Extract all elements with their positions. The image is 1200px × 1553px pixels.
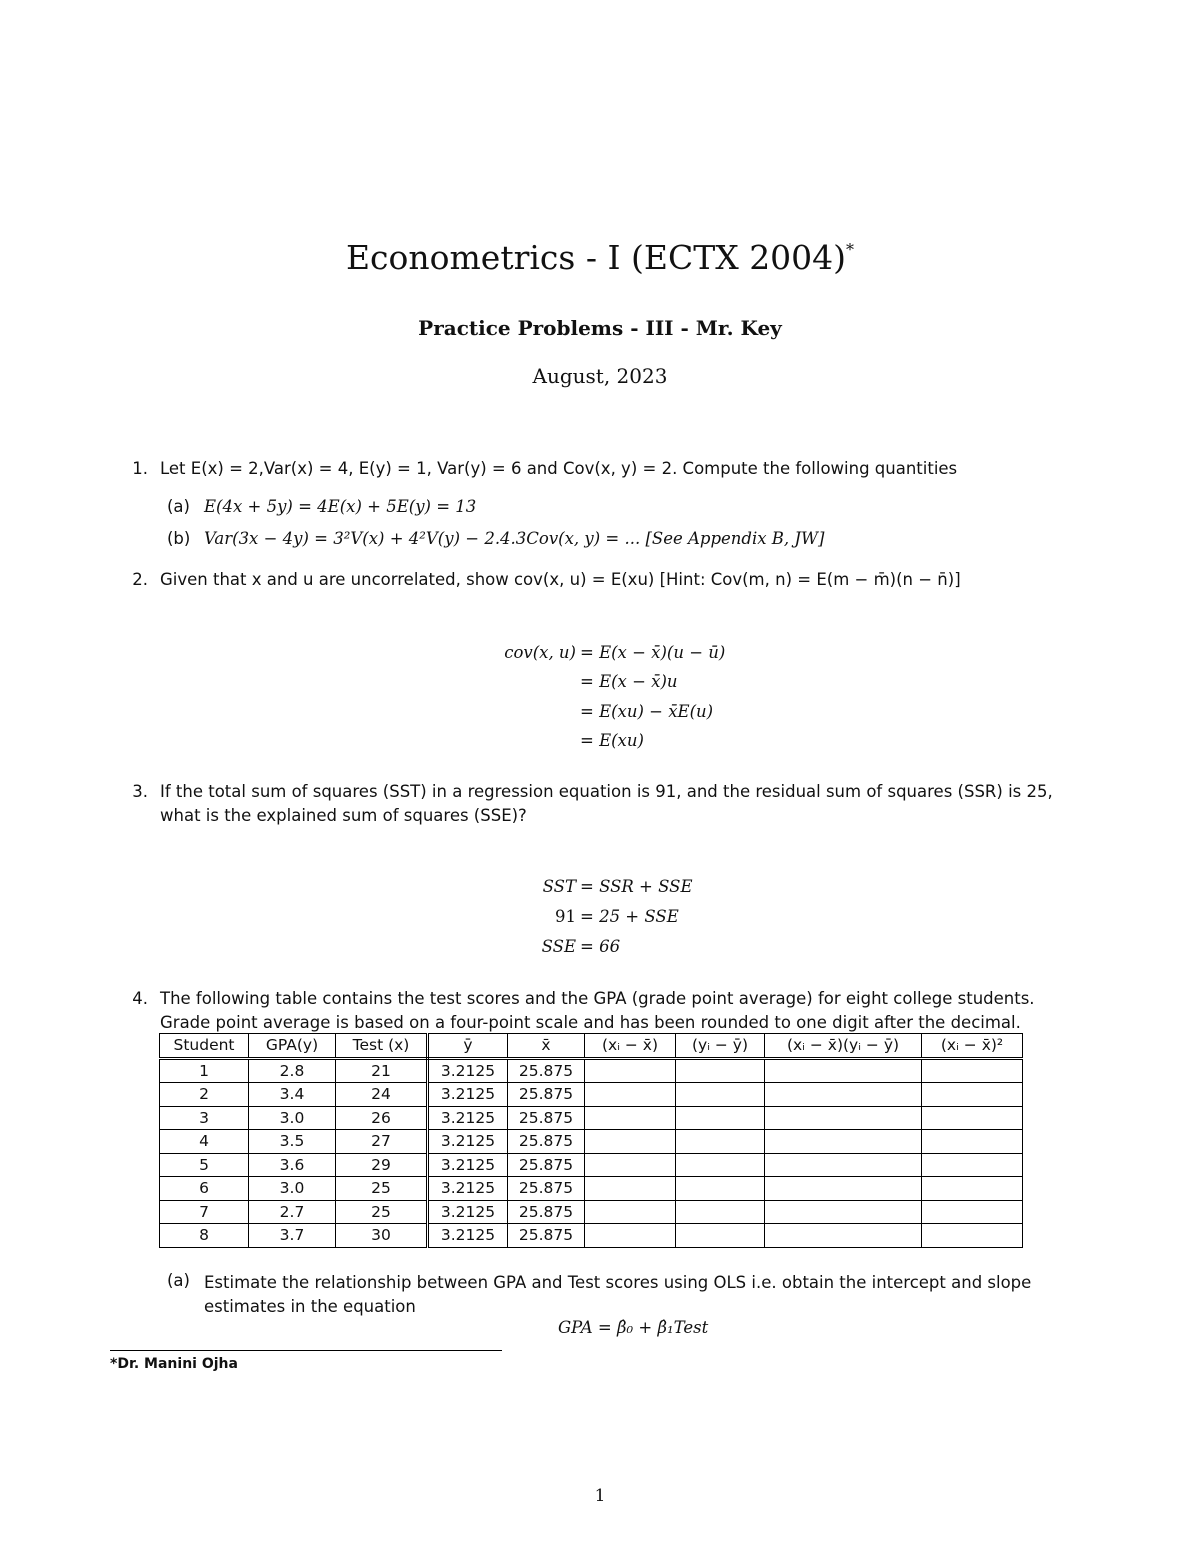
table-cell: 6 xyxy=(160,1177,249,1201)
table-cell: 4 xyxy=(160,1130,249,1154)
q2-eq-rhs-1: = E(x − x̄)(u − ū) xyxy=(580,643,726,662)
table-cell xyxy=(585,1200,676,1224)
table-row xyxy=(160,1058,1023,1083)
table-cell: 30 xyxy=(336,1224,428,1248)
table-cell: 25 xyxy=(336,1177,428,1201)
q4a-line2: estimates in the equation xyxy=(204,1297,416,1316)
col-header-y-dev: (yᵢ − ȳ) xyxy=(676,1034,765,1059)
col-header-test: Test (x) xyxy=(336,1034,428,1059)
q4a-line1: Estimate the relationship between GPA and Test scores using OLS i.e. obtain the intercept and slope xyxy=(204,1273,1032,1292)
table-cell xyxy=(585,1058,676,1083)
table-cell: 3.2125 xyxy=(428,1083,508,1107)
table-cell xyxy=(765,1083,922,1107)
q2-eq-lhs-1: cov(x, u) xyxy=(504,643,576,662)
table-cell xyxy=(676,1153,765,1177)
table-cell xyxy=(676,1106,765,1130)
table-cell: 5 xyxy=(160,1153,249,1177)
table-cell xyxy=(676,1177,765,1201)
q3-eq-rhs-1: = SSR + SSE xyxy=(580,877,693,896)
table-row xyxy=(160,1106,1023,1130)
table-cell xyxy=(676,1058,765,1083)
document-subtitle: Practice Problems - III - Mr. Key xyxy=(418,316,782,340)
table-cell: 3.2125 xyxy=(428,1177,508,1201)
q3-eq-lhs-3: SSE xyxy=(541,937,576,956)
table-cell: 25.875 xyxy=(508,1058,585,1083)
table-cell: 25.875 xyxy=(508,1130,585,1154)
table-cell: 8 xyxy=(160,1224,249,1248)
q4a-label: (a) xyxy=(167,1271,190,1290)
document-title xyxy=(0,238,1200,277)
table-cell xyxy=(922,1200,1023,1224)
table-cell: 3.0 xyxy=(249,1177,336,1201)
table-cell xyxy=(765,1058,922,1083)
table-row xyxy=(160,1153,1023,1177)
table-cell: 29 xyxy=(336,1153,428,1177)
table-row xyxy=(160,1224,1023,1248)
table-cell xyxy=(676,1200,765,1224)
table-cell xyxy=(765,1130,922,1154)
table-cell: 25.875 xyxy=(508,1153,585,1177)
table-cell xyxy=(922,1153,1023,1177)
col-header-ybar: ȳ xyxy=(428,1034,508,1059)
table-cell: 3.2125 xyxy=(428,1106,508,1130)
table-cell: 25 xyxy=(336,1200,428,1224)
q3-eq-rhs-3: = 66 xyxy=(580,937,621,956)
table-cell: 25.875 xyxy=(508,1224,585,1248)
table-header-row xyxy=(160,1034,1023,1059)
table-cell: 24 xyxy=(336,1083,428,1107)
table-cell xyxy=(676,1130,765,1154)
table-cell: 25.875 xyxy=(508,1200,585,1224)
col-header-xy-product: (xᵢ − x̄)(yᵢ − ȳ) xyxy=(765,1034,922,1059)
col-header-xbar: x̄ xyxy=(508,1034,585,1059)
table-cell: 3.7 xyxy=(249,1224,336,1248)
table-cell xyxy=(676,1083,765,1107)
q2-text: Given that x and u are uncorrelated, show cov(x, u) = E(xu) [Hint: Cov(m, n) = E(m − m̄)(n − n̄)] xyxy=(160,570,961,589)
q1a-label: (a) xyxy=(167,497,190,516)
table-cell: 2 xyxy=(160,1083,249,1107)
table-cell: 3.2125 xyxy=(428,1200,508,1224)
document-date: August, 2023 xyxy=(532,364,668,388)
q3-line2: what is the explained sum of squares (SSE)? xyxy=(160,806,527,825)
table-cell: 7 xyxy=(160,1200,249,1224)
q3-eq-lhs-1: SST xyxy=(542,877,576,896)
page-number: 1 xyxy=(594,1486,606,1506)
table-cell xyxy=(585,1106,676,1130)
table-cell xyxy=(676,1224,765,1248)
table-cell: 2.7 xyxy=(249,1200,336,1224)
col-header-x-dev-sq: (xᵢ − x̄)² xyxy=(922,1034,1023,1059)
table-row xyxy=(160,1083,1023,1107)
table-cell: 3.0 xyxy=(249,1106,336,1130)
table-cell: 25.875 xyxy=(508,1177,585,1201)
data-table xyxy=(159,1033,1023,1248)
table-cell: 27 xyxy=(336,1130,428,1154)
col-header-student: Student xyxy=(160,1034,249,1059)
q2-eq-rhs-2: = E(x − x̄)u xyxy=(580,672,678,691)
table-cell xyxy=(922,1106,1023,1130)
table-cell xyxy=(585,1130,676,1154)
table-cell xyxy=(922,1130,1023,1154)
q1b-text: Var(3x − 4y) = 3²V(x) + 4²V(y) − 2.4.3Cov(x, y) = ... [See Appendix B, JW] xyxy=(204,529,825,548)
table-cell: 3 xyxy=(160,1106,249,1130)
q1-number: 1. xyxy=(132,459,148,478)
table-cell: 25.875 xyxy=(508,1083,585,1107)
table-cell: 3.2125 xyxy=(428,1224,508,1248)
q2-number: 2. xyxy=(132,570,148,589)
q3-eq-rhs-2: = 25 + SSE xyxy=(580,907,679,926)
q2-eq-rhs-4: = E(xu) xyxy=(580,731,644,750)
table-cell xyxy=(585,1177,676,1201)
table-cell: 3.6 xyxy=(249,1153,336,1177)
table-cell xyxy=(765,1177,922,1201)
q1a-text: E(4x + 5y) = 4E(x) + 5E(y) = 13 xyxy=(204,497,477,516)
table-row xyxy=(160,1200,1023,1224)
title-text: Econometrics - I (ECTX 2004) xyxy=(345,238,847,277)
table-cell xyxy=(585,1224,676,1248)
table-cell: 2.8 xyxy=(249,1058,336,1083)
footnote: *Dr. Manini Ojha xyxy=(110,1356,238,1372)
table-cell xyxy=(765,1224,922,1248)
q4-line1: The following table contains the test scores and the GPA (grade point average) for eight college students. xyxy=(160,989,1035,1008)
table-cell xyxy=(922,1177,1023,1201)
table-cell: 3.4 xyxy=(249,1083,336,1107)
q3-line1: If the total sum of squares (SST) in a regression equation is 91, and the residual sum of squares (SSR) is 25, xyxy=(160,782,1053,801)
table-row xyxy=(160,1130,1023,1154)
table-cell: 3.5 xyxy=(249,1130,336,1154)
col-header-gpa: GPA(y) xyxy=(249,1034,336,1059)
table-cell xyxy=(765,1153,922,1177)
table-cell: 3.2125 xyxy=(428,1058,508,1083)
table-cell xyxy=(922,1224,1023,1248)
table-cell xyxy=(585,1153,676,1177)
table-cell xyxy=(922,1083,1023,1107)
table-cell xyxy=(765,1200,922,1224)
table-cell: 3.2125 xyxy=(428,1130,508,1154)
q1b-label: (b) xyxy=(167,529,191,548)
table-cell: 1 xyxy=(160,1058,249,1083)
q4-line2: Grade point average is based on a four-point scale and has been rounded to one digit after the decimal. xyxy=(160,1013,1021,1032)
table-cell xyxy=(765,1106,922,1130)
q3-eq-lhs-2: 91 xyxy=(555,907,576,926)
q4-number: 4. xyxy=(132,989,148,1008)
table-cell: 26 xyxy=(336,1106,428,1130)
table-cell: 3.2125 xyxy=(428,1153,508,1177)
q1-text: Let E(x) = 2,Var(x) = 4, E(y) = 1, Var(y) = 6 and Cov(x, y) = 2. Compute the following quantities xyxy=(160,459,958,478)
q4a-equation: GPA = β̂₀ + β̂₁Test xyxy=(558,1318,709,1337)
table-body xyxy=(160,1058,1023,1247)
q2-eq-rhs-3: = E(xu) − x̄E(u) xyxy=(580,702,714,721)
table-cell: 21 xyxy=(336,1058,428,1083)
footnote-rule xyxy=(110,1350,502,1351)
table-cell xyxy=(585,1083,676,1107)
col-header-x-dev: (xᵢ − x̄) xyxy=(585,1034,676,1059)
table-row xyxy=(160,1177,1023,1201)
table-cell: 25.875 xyxy=(508,1106,585,1130)
table-cell xyxy=(922,1058,1023,1083)
title-footnote-mark: * xyxy=(846,240,855,259)
q3-number: 3. xyxy=(132,782,148,801)
